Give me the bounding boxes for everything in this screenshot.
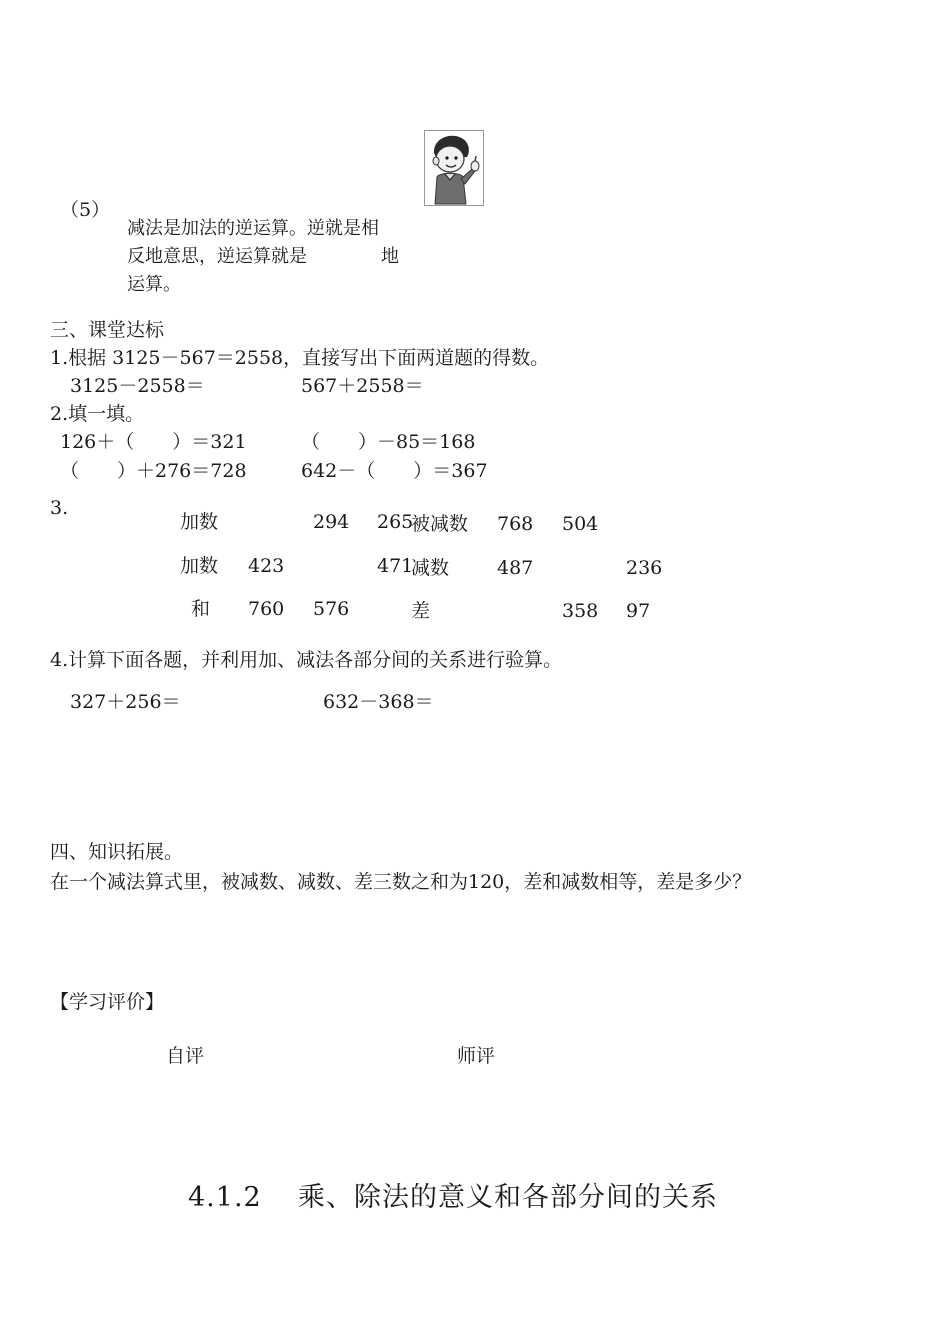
sub-table-cell: 768 <box>497 513 534 535</box>
add-table-row2-label: 加数 <box>180 555 219 577</box>
add-table-cell: 294 <box>313 511 350 533</box>
q2-row2-a: （ ）＋276＝728 <box>60 460 247 482</box>
part-number: （5） <box>60 199 111 221</box>
evaluation-heading: 【学习评价】 <box>50 991 165 1013</box>
q2-row2-b: 642－（ ）＝367 <box>301 460 488 482</box>
part-text-line-2a: 反地意思，逆运算就是 <box>127 246 307 267</box>
q1-equation-1: 3125－2558＝ <box>70 375 205 397</box>
sub-table-row2-label: 减数 <box>411 557 450 579</box>
sub-table-cell: 504 <box>562 513 599 535</box>
add-table-cell: 471 <box>377 555 414 577</box>
section4-heading: 四、知识拓展。 <box>50 841 184 863</box>
q2-row1-a: 126＋（ ）＝321 <box>60 431 247 453</box>
sub-table-cell: 97 <box>626 600 651 622</box>
sub-table-row1-label: 被减数 <box>411 513 469 535</box>
sub-table-row3-label: 差 <box>411 600 431 622</box>
add-table-cell: 265 <box>377 511 414 533</box>
boy-illustration <box>424 130 484 206</box>
q4-equation-2: 632－368＝ <box>323 691 434 713</box>
section4-problem: 在一个减法算式里，被减数、减数、差三数之和为120，差和减数相等，差是多少？ <box>50 871 752 893</box>
part-text-line-1: 减法是加法的逆运算。逆就是相 <box>127 218 379 239</box>
sub-table-cell: 358 <box>562 600 599 622</box>
q1-equation-2: 567＋2558＝ <box>301 375 424 397</box>
part-text-line-3: 运算。 <box>127 274 181 295</box>
q2-row1-b: （ ）－85＝168 <box>301 431 476 453</box>
q1-prompt: 1.根据 3125－567＝2558，直接写出下面两道题的得数。 <box>50 347 550 369</box>
add-table-row3-label: 和 <box>191 598 211 620</box>
section-number: 4.1.2 <box>188 1182 262 1213</box>
q4-prompt: 4.计算下面各题，并利用加、减法各部分间的关系进行验算。 <box>50 649 563 671</box>
section-title: 乘、除法的意义和各部分间的关系 <box>298 1182 718 1213</box>
q4-equation-1: 327＋256＝ <box>70 691 181 713</box>
add-table-row1-label: 加数 <box>180 511 219 533</box>
q3-number: 3. <box>50 497 69 519</box>
sub-table-cell: 236 <box>626 557 663 579</box>
add-table-cell: 423 <box>248 555 285 577</box>
part-text-line-2b: 地 <box>381 246 399 267</box>
q2-prompt: 2.填一填。 <box>50 403 145 425</box>
self-evaluation-label: 自评 <box>166 1045 205 1067</box>
section3-heading: 三、课堂达标 <box>50 319 165 341</box>
teacher-evaluation-label: 师评 <box>457 1045 496 1067</box>
add-table-cell: 576 <box>313 598 350 620</box>
add-table-cell: 760 <box>248 598 285 620</box>
sub-table-cell: 487 <box>497 557 534 579</box>
boy-pointing-icon <box>425 131 483 205</box>
